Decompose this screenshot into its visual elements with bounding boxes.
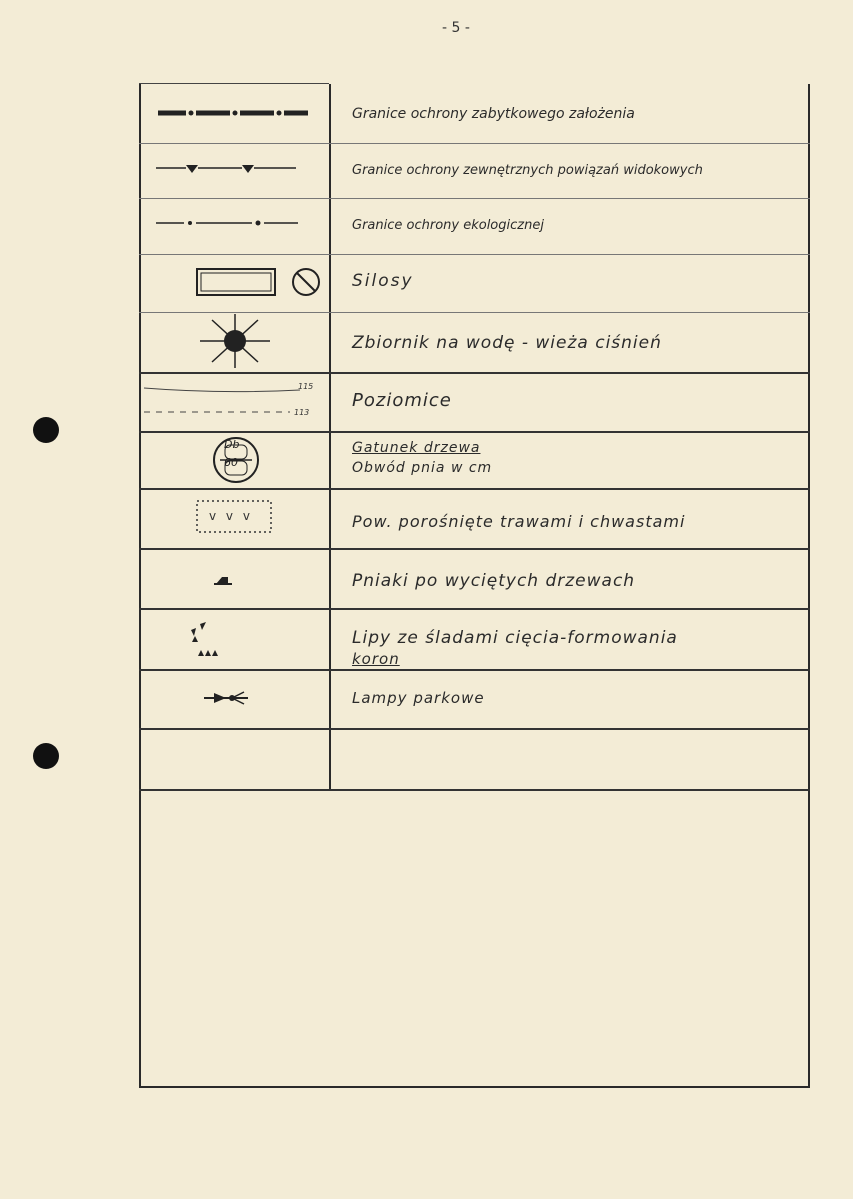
contour-label-upper: 115 <box>298 382 314 391</box>
contour-label-lower: 113 <box>294 408 310 417</box>
row-divider <box>139 608 810 610</box>
row-divider <box>139 669 810 671</box>
legend-label: Pow. porośnięte trawami i chwastami <box>352 512 686 531</box>
row-divider <box>139 198 810 199</box>
legend-label: Poziomice <box>352 390 452 411</box>
row-divider <box>139 488 810 490</box>
stump-icon <box>214 574 234 586</box>
page-number: - 5 - <box>442 20 470 36</box>
tree-species-code: Db <box>224 438 240 451</box>
legend-label: Granice ochrony zewnętrznych powiązań widokowych <box>352 163 703 178</box>
grass-box-text: v v v <box>209 509 253 523</box>
legend-label: Granice ochrony ekologicznej <box>352 218 544 233</box>
dot-line-icon <box>156 218 298 228</box>
row-divider <box>139 548 810 550</box>
legend-label: Lipy ze śladami cięcia-formowania <box>352 628 678 648</box>
row-divider <box>139 372 810 374</box>
water-tower-icon <box>200 314 270 368</box>
legend-label: koron <box>352 650 400 668</box>
legend-label: Lampy parkowe <box>352 689 485 707</box>
legend-label: Pniaki po wyciętych drzewach <box>352 571 636 591</box>
tree-girth-value: 60 <box>224 456 238 469</box>
punch-hole <box>33 417 59 443</box>
legend-label: Obwód pnia w cm <box>352 460 493 476</box>
row-divider <box>139 312 810 313</box>
punch-hole <box>33 743 59 769</box>
legend-label: Zbiornik na wodę - wieża ciśnień <box>352 333 662 353</box>
triangle-line-icon <box>156 162 296 176</box>
park-lamp-icon <box>204 690 248 706</box>
row-divider <box>139 431 810 433</box>
row-divider <box>139 143 810 144</box>
column-divider <box>329 84 331 790</box>
row-divider <box>139 789 810 791</box>
legend-label: Gatunek drzewa <box>352 440 481 456</box>
linden-triangles-icon <box>188 620 222 660</box>
legend-label: Silosy <box>352 271 414 291</box>
legend-label: Granice ochrony zabytkowego założenia <box>352 106 635 122</box>
row-divider <box>139 254 810 255</box>
dash-dot-thick-line-icon <box>158 106 308 120</box>
row-divider <box>139 728 810 730</box>
silo-icon <box>196 265 322 299</box>
